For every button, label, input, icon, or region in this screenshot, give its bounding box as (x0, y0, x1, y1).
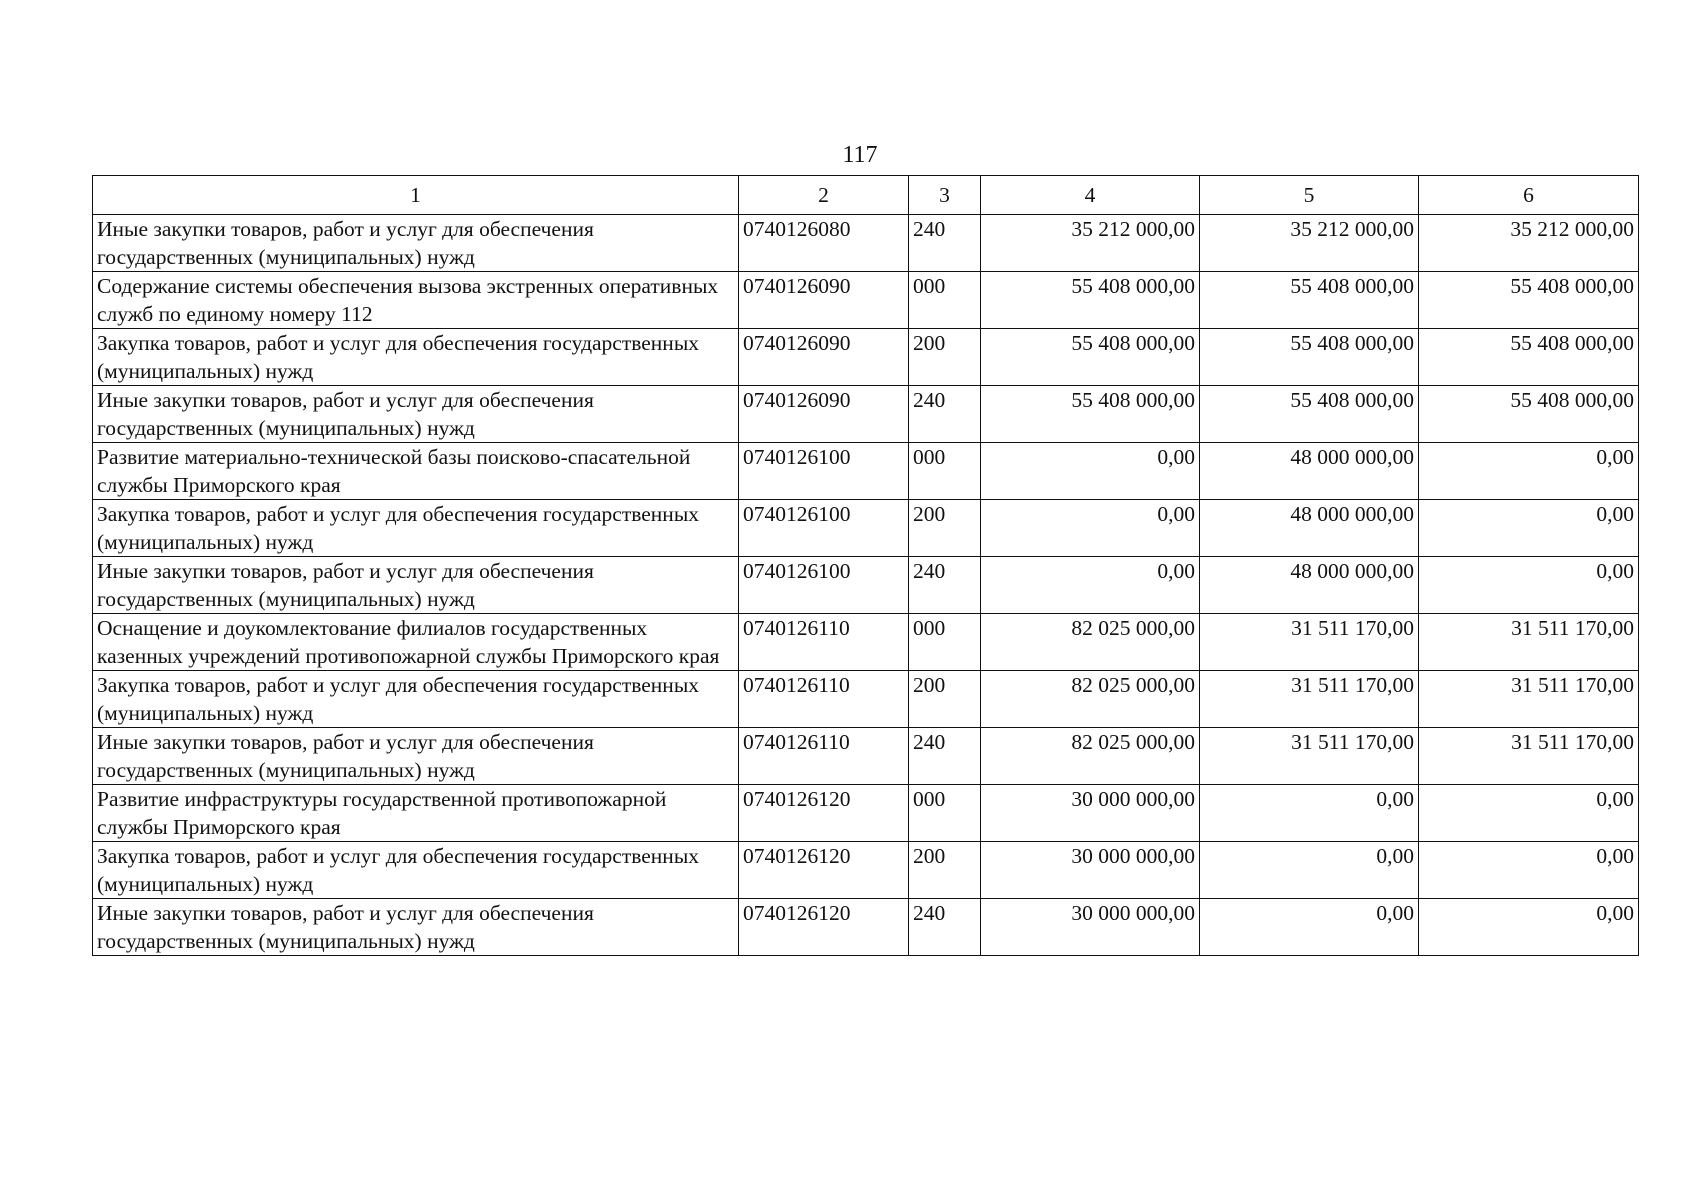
amount-col6-cell: 35 212 000,00 (1419, 215, 1639, 272)
item-name-cell: Иные закупки товаров, работ и услуг для обеспечения государственных (муниципальных) нужд (93, 728, 739, 785)
target-code-cell: 0740126120 (739, 842, 909, 899)
expense-type-cell: 240 (909, 557, 981, 614)
amount-col4-cell: 0,00 (981, 443, 1200, 500)
target-code-cell: 0740126090 (739, 272, 909, 329)
amount-col5-cell: 31 511 170,00 (1200, 614, 1419, 671)
amount-col5-cell: 31 511 170,00 (1200, 728, 1419, 785)
amount-col6-cell: 0,00 (1419, 557, 1639, 614)
target-code-cell: 0740126100 (739, 557, 909, 614)
item-name-cell: Оснащение и доукомлектование филиалов государственных казенных учреждений противопожарной службы Приморского края (93, 614, 739, 671)
target-code-cell: 0740126120 (739, 785, 909, 842)
table-row (93, 329, 1639, 386)
amount-col4-cell: 82 025 000,00 (981, 671, 1200, 728)
amount-col4-cell: 55 408 000,00 (981, 272, 1200, 329)
column-header-5: 5 (1200, 176, 1419, 215)
column-header-2: 2 (739, 176, 909, 215)
target-code-cell: 0740126080 (739, 215, 909, 272)
amount-col6-cell: 0,00 (1419, 842, 1639, 899)
column-header-4: 4 (981, 176, 1200, 215)
item-name-cell: Закупка товаров, работ и услуг для обеспечения государственных (муниципальных) нужд (93, 842, 739, 899)
item-name-cell: Развитие инфраструктуры государственной противопожарной службы Приморского края (93, 785, 739, 842)
item-name-cell: Закупка товаров, работ и услуг для обеспечения государственных (муниципальных) нужд (93, 500, 739, 557)
item-name-cell: Закупка товаров, работ и услуг для обеспечения государственных (муниципальных) нужд (93, 329, 739, 386)
amount-col5-cell: 0,00 (1200, 842, 1419, 899)
amount-col5-cell: 48 000 000,00 (1200, 557, 1419, 614)
amount-col4-cell: 0,00 (981, 500, 1200, 557)
amount-col4-cell: 35 212 000,00 (981, 215, 1200, 272)
table-row (93, 272, 1639, 329)
amount-col5-cell: 31 511 170,00 (1200, 671, 1419, 728)
expense-type-cell: 240 (909, 386, 981, 443)
amount-col5-cell: 48 000 000,00 (1200, 500, 1419, 557)
column-header-6: 6 (1419, 176, 1639, 215)
item-name-cell: Закупка товаров, работ и услуг для обеспечения государственных (муниципальных) нужд (93, 671, 739, 728)
table-row (93, 215, 1639, 272)
amount-col6-cell: 55 408 000,00 (1419, 272, 1639, 329)
amount-col4-cell: 0,00 (981, 557, 1200, 614)
amount-col6-cell: 55 408 000,00 (1419, 329, 1639, 386)
expense-type-cell: 000 (909, 614, 981, 671)
amount-col5-cell: 55 408 000,00 (1200, 329, 1419, 386)
amount-col6-cell: 31 511 170,00 (1419, 728, 1639, 785)
table-row (93, 614, 1639, 671)
amount-col6-cell: 0,00 (1419, 500, 1639, 557)
header-row (93, 176, 1639, 215)
target-code-cell: 0740126090 (739, 386, 909, 443)
table-header (93, 176, 1639, 215)
table-row (93, 842, 1639, 899)
amount-col5-cell: 48 000 000,00 (1200, 443, 1419, 500)
target-code-cell: 0740126090 (739, 329, 909, 386)
expense-type-cell: 240 (909, 899, 981, 956)
amount-col4-cell: 82 025 000,00 (981, 614, 1200, 671)
item-name-cell: Иные закупки товаров, работ и услуг для обеспечения государственных (муниципальных) нужд (93, 557, 739, 614)
target-code-cell: 0740126100 (739, 443, 909, 500)
amount-col5-cell: 55 408 000,00 (1200, 272, 1419, 329)
item-name-cell: Иные закупки товаров, работ и услуг для обеспечения государственных (муниципальных) нужд (93, 386, 739, 443)
item-name-cell: Иные закупки товаров, работ и услуг для обеспечения государственных (муниципальных) нужд (93, 899, 739, 956)
column-header-1: 1 (93, 176, 739, 215)
amount-col6-cell: 0,00 (1419, 899, 1639, 956)
item-name-cell: Развитие материально-технической базы поисково-спасательной службы Приморского края (93, 443, 739, 500)
expense-type-cell: 240 (909, 215, 981, 272)
amount-col4-cell: 55 408 000,00 (981, 329, 1200, 386)
table-row (93, 728, 1639, 785)
amount-col6-cell: 55 408 000,00 (1419, 386, 1639, 443)
expense-type-cell: 200 (909, 671, 981, 728)
amount-col4-cell: 30 000 000,00 (981, 785, 1200, 842)
amount-col4-cell: 82 025 000,00 (981, 728, 1200, 785)
amount-col5-cell: 35 212 000,00 (1200, 215, 1419, 272)
target-code-cell: 0740126110 (739, 614, 909, 671)
target-code-cell: 0740126120 (739, 899, 909, 956)
amount-col6-cell: 0,00 (1419, 785, 1639, 842)
table-body (93, 215, 1639, 956)
expense-type-cell: 000 (909, 443, 981, 500)
target-code-cell: 0740126110 (739, 671, 909, 728)
table-row (93, 443, 1639, 500)
table-row (93, 500, 1639, 557)
amount-col4-cell: 55 408 000,00 (981, 386, 1200, 443)
amount-col4-cell: 30 000 000,00 (981, 842, 1200, 899)
amount-col6-cell: 31 511 170,00 (1419, 614, 1639, 671)
table-row (93, 785, 1639, 842)
item-name-cell: Содержание системы обеспечения вызова экстренных оперативных служб по единому номеру 112 (93, 272, 739, 329)
budget-table (92, 175, 1639, 956)
amount-col6-cell: 31 511 170,00 (1419, 671, 1639, 728)
amount-col5-cell: 55 408 000,00 (1200, 386, 1419, 443)
page-number: 117 (842, 142, 878, 168)
amount-col6-cell: 0,00 (1419, 443, 1639, 500)
expense-type-cell: 240 (909, 728, 981, 785)
table-row (93, 671, 1639, 728)
amount-col5-cell: 0,00 (1200, 785, 1419, 842)
expense-type-cell: 200 (909, 842, 981, 899)
table-row (93, 557, 1639, 614)
target-code-cell: 0740126110 (739, 728, 909, 785)
target-code-cell: 0740126100 (739, 500, 909, 557)
expense-type-cell: 000 (909, 272, 981, 329)
amount-col5-cell: 0,00 (1200, 899, 1419, 956)
table-row (93, 386, 1639, 443)
column-header-3: 3 (909, 176, 981, 215)
expense-type-cell: 000 (909, 785, 981, 842)
table-row (93, 899, 1639, 956)
amount-col4-cell: 30 000 000,00 (981, 899, 1200, 956)
expense-type-cell: 200 (909, 500, 981, 557)
expense-type-cell: 200 (909, 329, 981, 386)
item-name-cell: Иные закупки товаров, работ и услуг для обеспечения государственных (муниципальных) нужд (93, 215, 739, 272)
